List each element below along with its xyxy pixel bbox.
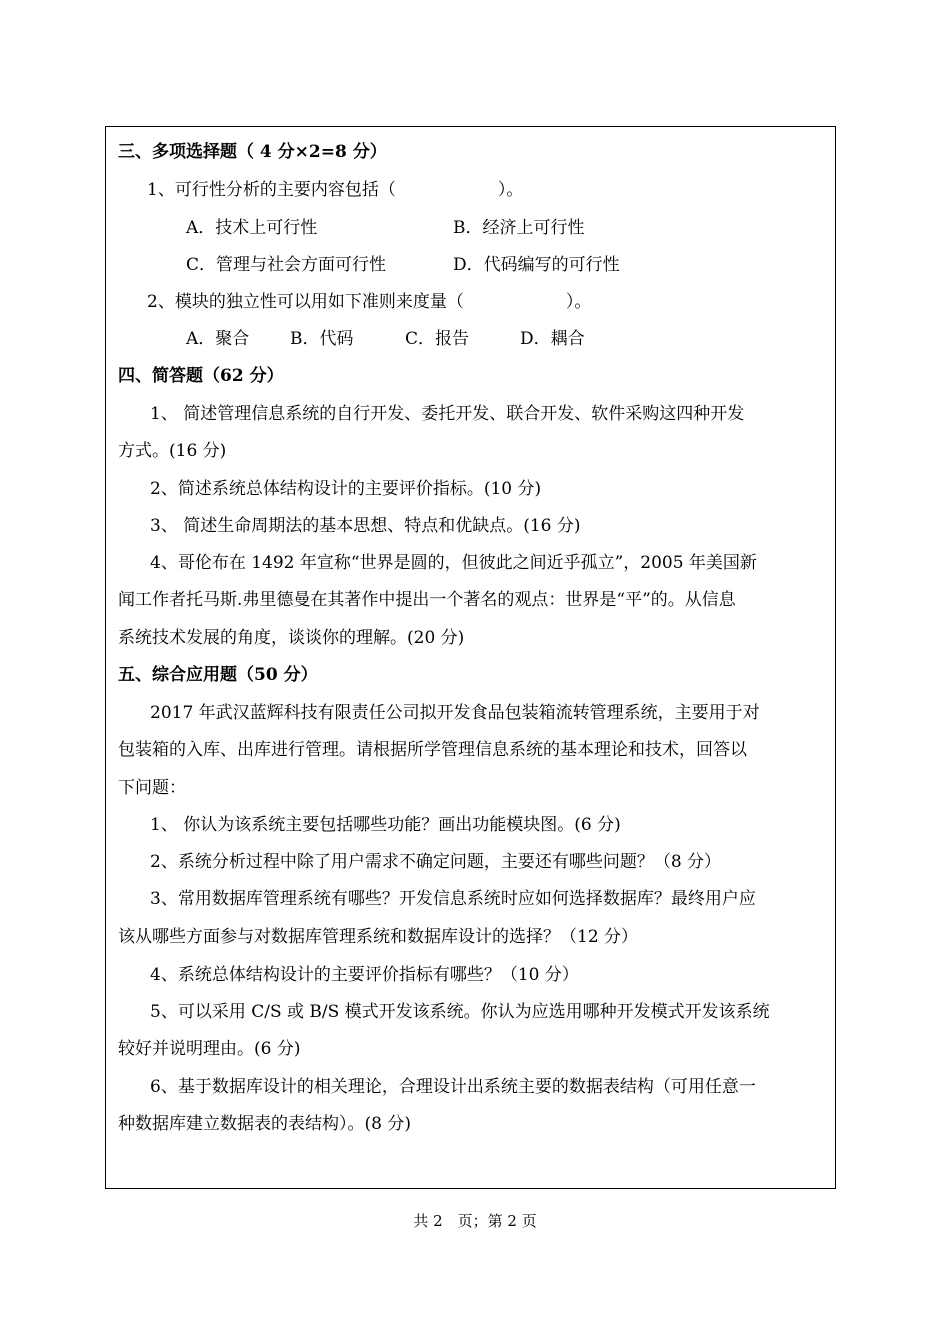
exam-frame [105,126,836,1189]
s3-q2-option-b: B．代码 [290,329,354,349]
s5-q2: 2、系统分析过程中除了用户需求不确定问题，主要还有哪些问题？（8 分） [150,852,722,872]
s3-q1-option-c: C．管理与社会方面可行性 [186,255,387,275]
s4-q4-line2: 闻工作者托马斯.弗里德曼在其著作中提出一个著名的观点：世界是“平”的。从信息 [118,590,736,610]
s3-q2-stem: 2、模块的独立性可以用如下准则来度量（ ）。 [147,292,592,312]
s5-q4: 4、系统总体结构设计的主要评价指标有哪些？（10 分） [150,965,579,985]
s3-q1-option-a: A．技术上可行性 [186,218,318,238]
s4-q3: 3、 简述生命周期法的基本思想、特点和优缺点。(16 分) [150,516,581,536]
s3-q1-option-d: D．代码编写的可行性 [453,255,620,275]
s5-q5-line2: 较好并说明理由。(6 分) [118,1039,301,1059]
s3-q1-stem: 1、可行性分析的主要内容包括（ ）。 [147,180,524,200]
s5-intro-line1: 2017 年武汉蓝辉科技有限责任公司拟开发食品包装箱流转管理系统，主要用于对 [150,703,760,723]
s5-q5-line1: 5、可以采用 C/S 或 B/S 模式开发该系统。你认为应选用哪种开发模式开发该系统 [150,1002,770,1022]
s5-intro-line2: 包装箱的入库、出库进行管理。请根据所学管理信息系统的基本理论和技术，回答以 [118,740,747,760]
section-3-title: 三、多项选择题（ 4 分×2=8 分） [118,142,387,162]
s5-q3-line1: 3、常用数据库管理系统有哪些？开发信息系统时应如何选择数据库？最终用户应 [150,889,756,909]
s5-intro-line3: 下问题： [118,778,186,798]
s4-q2: 2、简述系统总体结构设计的主要评价指标。(10 分) [150,479,542,499]
s4-q4-line1: 4、哥伦布在 1492 年宣称“世界是圆的，但彼此之间近乎孤立”，2005 年美国新 [150,553,757,573]
s5-q3-line2: 该从哪些方面参与对数据库管理系统和数据库设计的选择？（12 分） [118,927,639,947]
s4-q4-line3: 系统技术发展的角度，谈谈你的理解。(20 分) [118,628,465,648]
s5-q6-line2: 种数据库建立数据表的表结构）。(8 分) [118,1114,411,1134]
s3-q2-option-d: D．耦合 [520,329,585,349]
section-4-title: 四、简答题（62 分） [118,366,284,386]
s3-q1-option-b: B．经济上可行性 [453,218,585,238]
s5-q6-line1: 6、基于数据库设计的相关理论，合理设计出系统主要的数据表结构（可用任意一 [150,1077,756,1097]
page-footer: 共 2 页；第 2 页 [413,1212,537,1230]
s3-q2-option-c: C．报告 [405,329,470,349]
s3-q2-option-a: A．聚合 [186,329,250,349]
s4-q1-line2: 方式。(16 分) [118,441,227,461]
section-5-title: 五、综合应用题（50 分） [118,665,318,685]
s4-q1-line1: 1、 简述管理信息系统的自行开发、委托开发、联合开发、软件采购这四种开发 [150,404,745,424]
s5-q1: 1、 你认为该系统主要包括哪些功能？画出功能模块图。(6 分) [150,815,621,835]
